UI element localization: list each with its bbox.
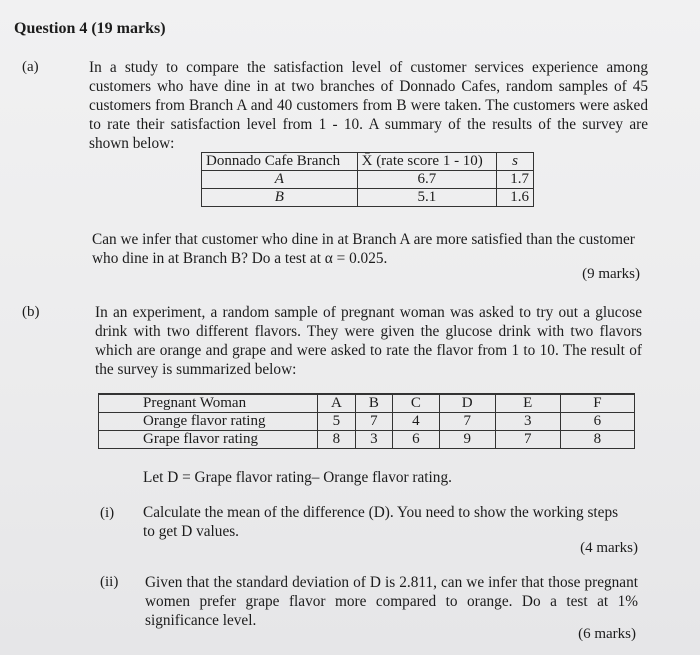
table-cell: 4 <box>393 413 440 431</box>
table-cell: 6 <box>393 431 440 449</box>
part-a-table <box>201 152 534 207</box>
part-b-table <box>98 393 635 449</box>
table-header: Pregnant Woman <box>99 394 318 413</box>
table-cell: 1.6 <box>497 189 534 207</box>
table-cell: 6.7 <box>357 171 497 189</box>
sub-i-label: (i) <box>100 505 115 521</box>
table-header: X̄ (rate score 1 - 10) <box>357 153 497 171</box>
table-cell: 8 <box>318 431 356 449</box>
table-header: E <box>495 394 560 413</box>
table-cell: 7 <box>355 413 392 431</box>
table-cell: 6 <box>560 413 634 431</box>
table-row <box>202 171 534 189</box>
table-cell: 8 <box>560 431 634 449</box>
table-cell: 5 <box>318 413 356 431</box>
table-cell: 1.7 <box>497 171 534 189</box>
table-cell: 3 <box>495 413 560 431</box>
table-row <box>99 431 635 449</box>
table-header: B <box>355 394 392 413</box>
part-a-intro: In a study to compare the satisfaction level of customer services experience among customers who have dine in at two branches of Donnado Cafes, random samples of 45 customers from Branch A and 40 customers from B were taken. The customers were asked to rate their satisfaction level from 1 - 10. A summary of the results of the survey are shown below: <box>89 59 648 152</box>
part-a-marks: (9 marks) <box>582 266 640 282</box>
part-a-question-line2: who dine in at Branch B? Do a test at α = 0.025. <box>92 250 388 267</box>
table-header: Donnado Cafe Branch <box>202 153 358 171</box>
table-header: F <box>560 394 634 413</box>
part-b-let-definition: Let D = Grape flavor rating– Orange flavor rating. <box>143 469 452 486</box>
sub-i-text-line1: Calculate the mean of the difference (D). You need to show the working steps <box>143 504 619 521</box>
sub-ii-text: Given that the standard deviation of D is 2.811, can we infer that those pregnant women prefer grape flavor more compared to orange. Do a test at 1% significance level. <box>145 574 638 629</box>
table-cell: B <box>202 189 358 207</box>
table-cell: 7 <box>495 431 560 449</box>
table-header: s <box>497 153 534 171</box>
table-cell: Orange flavor rating <box>99 413 318 431</box>
table-cell: A <box>202 171 358 189</box>
sub-ii-marks: (6 marks) <box>578 626 636 642</box>
sub-i-text-line2: to get D values. <box>143 523 240 540</box>
table-header: A <box>318 394 356 413</box>
table-header: D <box>439 394 495 413</box>
table-cell: 9 <box>439 431 495 449</box>
table-cell: 7 <box>439 413 495 431</box>
part-a-label: (a) <box>22 59 39 75</box>
part-b-intro: In an experiment, a random sample of pregnant woman was asked to try out a glucose drink with two different flavors. They were given the glucose drink with two flavors which are orange and grape and were asked to rate the flavor from 1 to 10. The result of the survey is summarized below: <box>95 304 642 378</box>
table-cell: 3 <box>355 431 392 449</box>
part-b-label: (b) <box>22 304 40 320</box>
part-a-question-line1: Can we infer that customer who dine in at Branch A are more satisfied than the customer <box>92 231 635 248</box>
sub-i-marks: (4 marks) <box>580 540 638 556</box>
table-row <box>99 413 635 431</box>
table-row <box>202 189 534 207</box>
table-cell: Grape flavor rating <box>99 431 318 449</box>
question-title: Question 4 (19 marks) <box>14 20 166 37</box>
sub-ii-label: (ii) <box>100 574 119 590</box>
table-cell: 5.1 <box>357 189 497 207</box>
table-header: C <box>393 394 440 413</box>
